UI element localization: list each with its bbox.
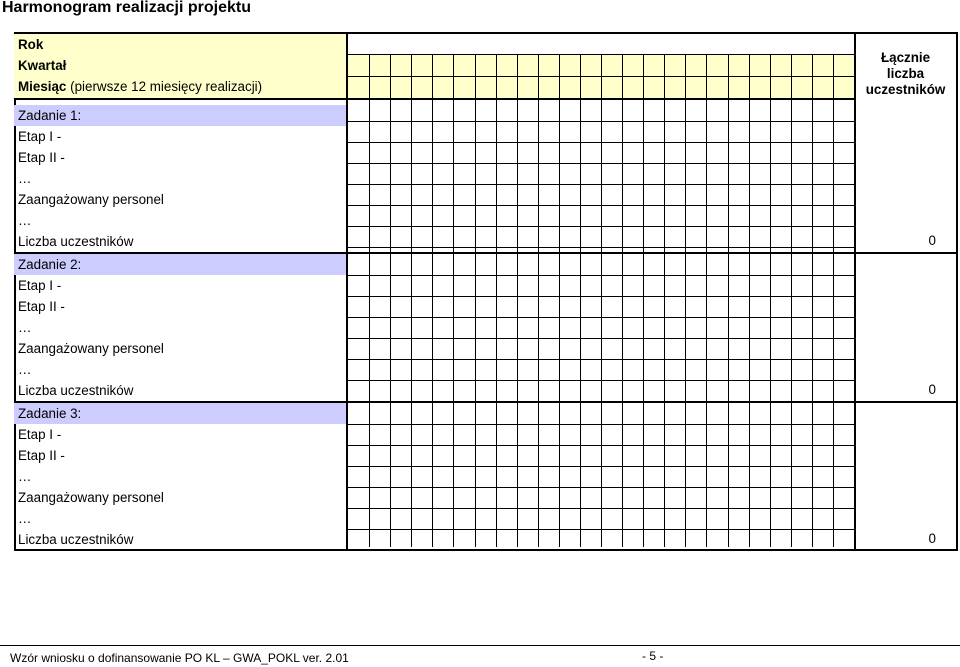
month-col-line [664,100,665,252]
month-col-line [411,100,412,252]
header-miesiac [14,76,346,99]
footer-rule [0,645,960,646]
task-2-personel: Zaangażowany personel [18,341,164,356]
month-col-line [580,254,581,401]
task-1-personel: Zaangażowany personel [18,192,164,207]
month-col-line [685,254,686,401]
task-3-etap-2: Etap II - [18,448,65,463]
month-col-line [580,100,581,252]
label-column-divider [346,32,348,551]
month-col-line [369,254,370,401]
month-col-line [601,254,602,401]
month-col-line [728,54,729,98]
month-col-line [749,100,750,252]
total-header [857,50,954,98]
month-col-line [369,100,370,252]
month-col-line [538,100,539,252]
month-col-line [685,54,686,98]
month-col-line [432,254,433,401]
month-col-line [601,54,602,98]
task-3-etap-1: Etap I - [18,427,62,442]
month-col-line [622,54,623,98]
month-col-line [833,100,834,252]
month-col-line [432,100,433,252]
month-col-line [791,54,792,98]
month-col-line [791,100,792,252]
month-col-line [517,100,518,252]
task-1-total: 0 [928,233,936,248]
month-col-line [643,254,644,401]
month-col-line [770,254,771,401]
header-kwartal: Kwartał [14,55,346,76]
month-row-line [348,359,854,360]
month-row-line [348,142,854,143]
header-bottom-rule [14,98,856,100]
month-row-line [348,424,854,425]
task-1-liczba: Liczba uczestników [18,234,134,249]
month-col-line [833,54,834,98]
month-col-line [728,100,729,252]
month-col-line [791,254,792,401]
footer-page-number: - 5 - [642,649,664,663]
page-title: Harmonogram realizacji projektu [2,0,251,16]
month-col-line [517,54,518,98]
month-row-line [348,184,854,185]
month-row-line [348,121,854,122]
month-col-line [475,100,476,252]
month-col-line [538,54,539,98]
month-col-line [580,54,581,98]
month-col-line [496,54,497,98]
month-col-line [812,254,813,401]
month-col-line [390,54,391,98]
month-row-line [348,529,854,530]
month-col-line [538,254,539,401]
month-row-line [348,317,854,318]
month-col-line [369,54,370,98]
month-col-line [453,100,454,252]
month-col-line [411,254,412,401]
month-row-line [348,226,854,227]
total-header-line-2: liczba [886,66,925,81]
header-miesiac-note: (pierwsze 12 miesięcy realizacji) [66,79,263,94]
task-1-ellipsis-1: … [18,171,32,186]
month-row-line [348,487,854,488]
block-divider [14,401,958,403]
month-col-line [812,54,813,98]
task-2-etap-1: Etap I - [18,278,62,293]
header-miesiac-label: Miesiąc [18,79,67,94]
month-col-line [453,54,454,98]
total-header-line-1: Łącznie [880,50,931,65]
month-col-line [664,254,665,401]
month-col-line [643,54,644,98]
month-row-line [348,338,854,339]
month-col-line [685,100,686,252]
month-col-line [390,254,391,401]
month-col-line [453,254,454,401]
month-col-line [622,254,623,401]
block-divider [14,252,958,254]
total-column-divider [854,32,856,551]
month-col-line [728,254,729,401]
month-col-line [601,100,602,252]
month-col-line [559,54,560,98]
month-col-line [432,54,433,98]
task-2-total: 0 [928,382,936,397]
month-col-line [749,54,750,98]
task-1-etap-2: Etap II - [18,150,65,165]
task-2-name: Zadanie 2: [14,254,346,275]
month-col-line [559,254,560,401]
header-rok: Rok [14,34,346,55]
month-col-line [496,100,497,252]
month-col-line [643,100,644,252]
month-col-line [622,100,623,252]
task-1-ellipsis-2: … [18,213,32,228]
task-3-name: Zadanie 3: [14,403,346,424]
month-col-line [475,54,476,98]
task-2-ellipsis-2: … [18,362,32,377]
month-row-line [348,205,854,206]
month-row-line [348,275,854,276]
task-2-ellipsis-1: … [18,320,32,335]
total-header-line-3: uczestników [865,82,946,97]
task-3-liczba: Liczba uczestników [18,532,134,547]
task-1-etap-1: Etap I - [18,129,62,144]
month-col-line [706,54,707,98]
month-col-line [559,100,560,252]
month-col-line [411,54,412,98]
task-3-ellipsis-2: … [18,511,32,526]
month-col-line [770,100,771,252]
month-col-line [812,100,813,252]
task-2-etap-2: Etap II - [18,299,65,314]
month-col-line [664,54,665,98]
month-col-line [833,254,834,401]
month-col-line [749,254,750,401]
task-3-ellipsis-1: … [18,469,32,484]
month-col-line [390,100,391,252]
task-3-total: 0 [928,531,936,546]
task-1-name: Zadanie 1: [14,105,346,126]
month-row-line [348,508,854,509]
month-row-line [348,247,854,248]
task-3-personel: Zaangażowany personel [18,490,164,505]
month-row-line [348,380,854,381]
month-row-line [348,163,854,164]
month-col-line [770,54,771,98]
task-2-liczba: Liczba uczestników [18,383,134,398]
month-row-line [348,466,854,467]
schedule-table [14,32,958,551]
month-col-line [475,254,476,401]
month-col-line [496,254,497,401]
footer-form-label: Wzór wniosku o dofinansowanie PO KL – GWA_POKL ver. 2.01 [10,651,349,665]
month-col-line [706,254,707,401]
month-row-line [348,296,854,297]
month-col-line [706,100,707,252]
month-row-line [348,445,854,446]
month-col-line [517,254,518,401]
